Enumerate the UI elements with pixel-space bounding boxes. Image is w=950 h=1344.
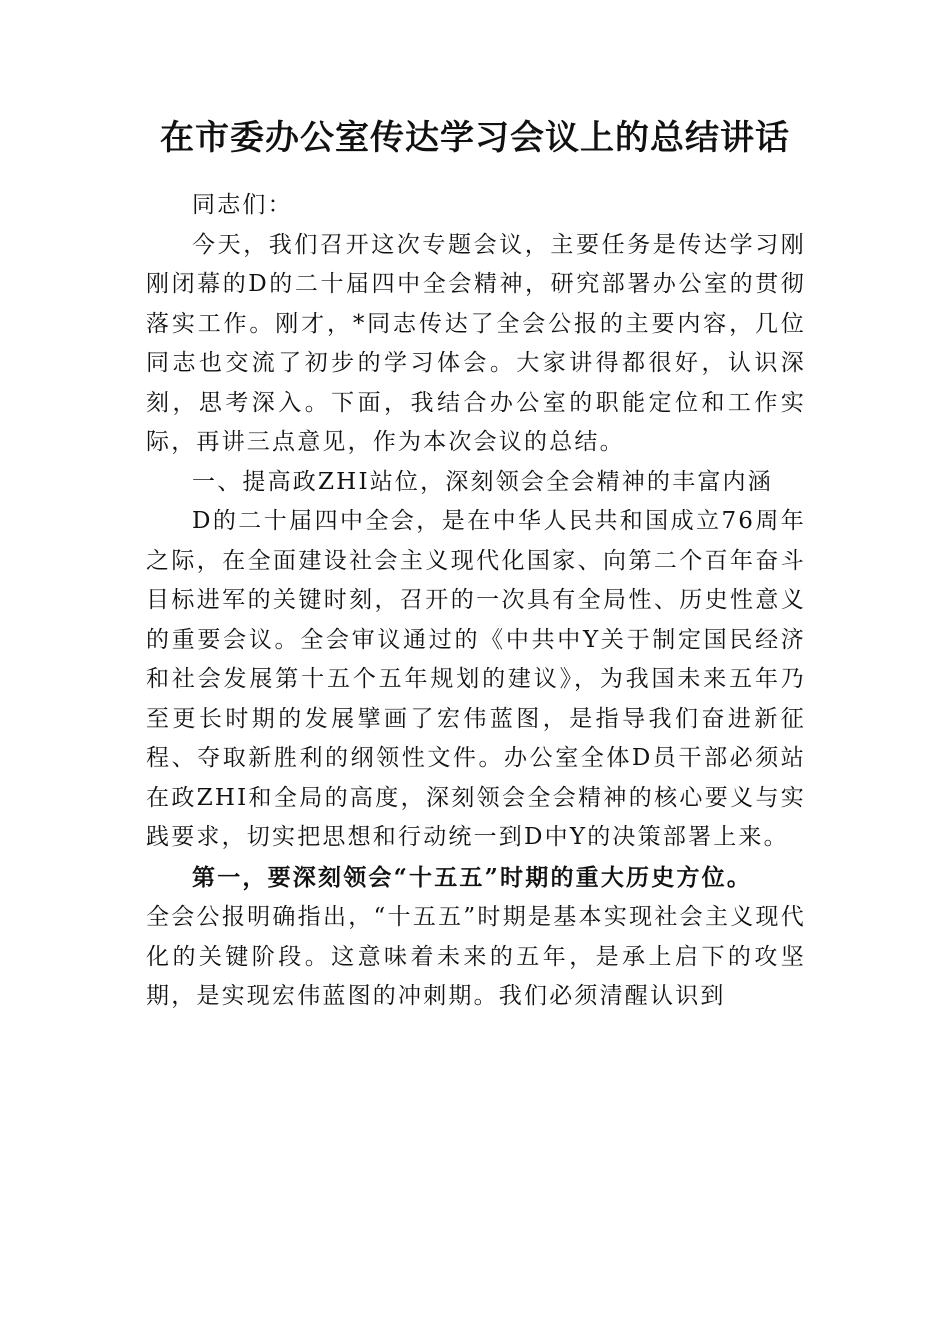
section-one-paragraph: D的二十届四中全会，是在中华人民共和国成立76周年之际，在全面建设社会主义现代化国家、向第二个百年奋斗目标进军的关键时刻，召开的一次具有全局性、历史性意义的重要会议。全会审议通过的《中共中Y关于制定国民经济和社会发展第十五个五年规划的建议》，为我国未来五年乃至更长时期的发展擘画了宏伟蓝图，是指导我们奋进新征程、夺取新胜利的纲领性文件。办公室全体D员干部必须站在政ZHI和全局的高度，深刻领会全会精神的核心要义与实践要求，切实把思想和行动统一到D中Y的决策部署上来。 bbox=[146, 508, 806, 850]
section-one-heading: 一、提高政ZHI站位，深刻领会全会精神的丰富内涵 bbox=[192, 468, 773, 495]
salutation: 同志们： bbox=[192, 192, 293, 218]
document-body bbox=[146, 186, 806, 1017]
document-title: 在市委办公室传达学习会议上的总结讲话 bbox=[160, 118, 790, 158]
point-one-text: 全会公报明确指出，“十五五”时期是基本实现社会主义现代化的关键阶段。这意味着未来的五年，是承上启下的攻坚期，是实现宏伟蓝图的冲刺期。我们必须清醒认识到 bbox=[146, 904, 806, 1009]
intro-paragraph: 今天，我们召开这次专题会议，主要任务是传达学习刚刚闭幕的D的二十届四中全会精神，研究部署办公室的贯彻落实工作。刚才，*同志传达了全会公报的主要内容，几位同志也交流了初步的学习体会。大家讲得都很好，认识深刻，思考深入。下面，我结合办公室的职能定位和工作实际，再讲三点意见，作为本次会议的总结。 bbox=[146, 231, 806, 455]
point-one-heading: 第一，要深刻领会“十五五”时期的重大历史方位。 bbox=[192, 863, 753, 891]
point-one-paragraph bbox=[146, 858, 806, 899]
